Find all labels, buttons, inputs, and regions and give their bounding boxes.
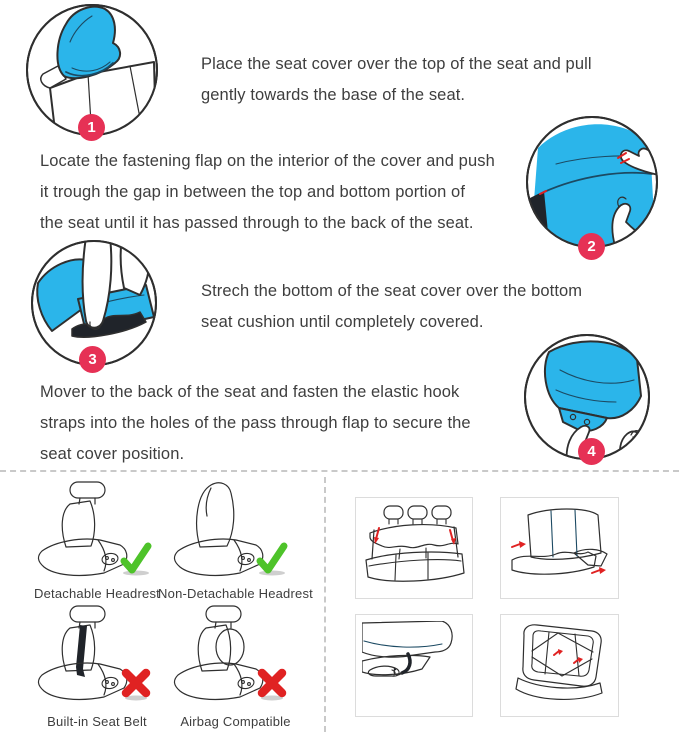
bench-backrest-cover-icon (362, 503, 466, 593)
bench-hook-fastening-box (355, 614, 473, 717)
compat-label: Detachable Headrest (34, 586, 160, 601)
step1-number-badge: 1 (78, 114, 105, 141)
compat-built-in-seat-belt (22, 603, 172, 729)
step3-line1: Strech the bottom of the seat cover over the bottom (201, 282, 583, 300)
step2-instruction (40, 146, 495, 239)
step3-line2: seat cushion until completely covered. (201, 313, 484, 331)
bench-backrest-cover-box (355, 497, 473, 599)
strap-lacing-back-icon (508, 621, 612, 711)
compat-label: Built-in Seat Belt (47, 714, 147, 729)
step3-stretch-bottom-illustration (28, 237, 160, 369)
check-icon (118, 541, 154, 577)
cross-icon (118, 665, 154, 701)
compat-detachable-headrest (22, 479, 172, 601)
horizontal-dashed-divider (0, 470, 679, 472)
step4-line2: straps into the holes of the pass through flap to secure the (40, 414, 471, 432)
step1-instruction (201, 49, 592, 111)
step3-number-badge: 3 (79, 346, 106, 373)
cross-icon (254, 665, 290, 701)
step2-push-flap-illustration (522, 112, 663, 253)
step4-fasten-hooks-illustration (522, 332, 653, 463)
hands-pushing-flap-icon (522, 112, 663, 253)
step1-line2: gently towards the base of the seat. (201, 86, 466, 104)
bench-bottom-cover-box (500, 497, 619, 599)
bench-strap-lacing-box (500, 614, 619, 717)
compat-label: Non-Detachable Headrest (158, 586, 313, 601)
compat-label: Airbag Compatible (180, 714, 291, 729)
vertical-dashed-divider (324, 477, 326, 732)
step2-line3: the seat until it has passed through to the back of the seat. (40, 214, 474, 232)
bench-bottom-cover-icon (508, 503, 612, 593)
step4-number-badge: 4 (578, 438, 605, 465)
step2-number-badge: 2 (578, 233, 605, 260)
check-icon (254, 541, 290, 577)
step2-line1: Locate the fastening flap on the interior of the cover and push (40, 152, 495, 170)
hook-under-bench-icon (362, 621, 466, 711)
compat-airbag-compatible (158, 603, 313, 729)
step1-line1: Place the seat cover over the top of the seat and pull (201, 55, 592, 73)
step4-line1: Mover to the back of the seat and fasten the elastic hook (40, 383, 460, 401)
step2-line2: it trough the gap in between the top and bottom portion of (40, 183, 466, 201)
step1-place-cover-illustration (24, 2, 161, 139)
compat-non-detachable-headrest (158, 479, 313, 601)
step3-instruction (201, 276, 582, 338)
step4-line3: seat cover position. (40, 445, 185, 463)
step4-instruction (40, 377, 471, 470)
